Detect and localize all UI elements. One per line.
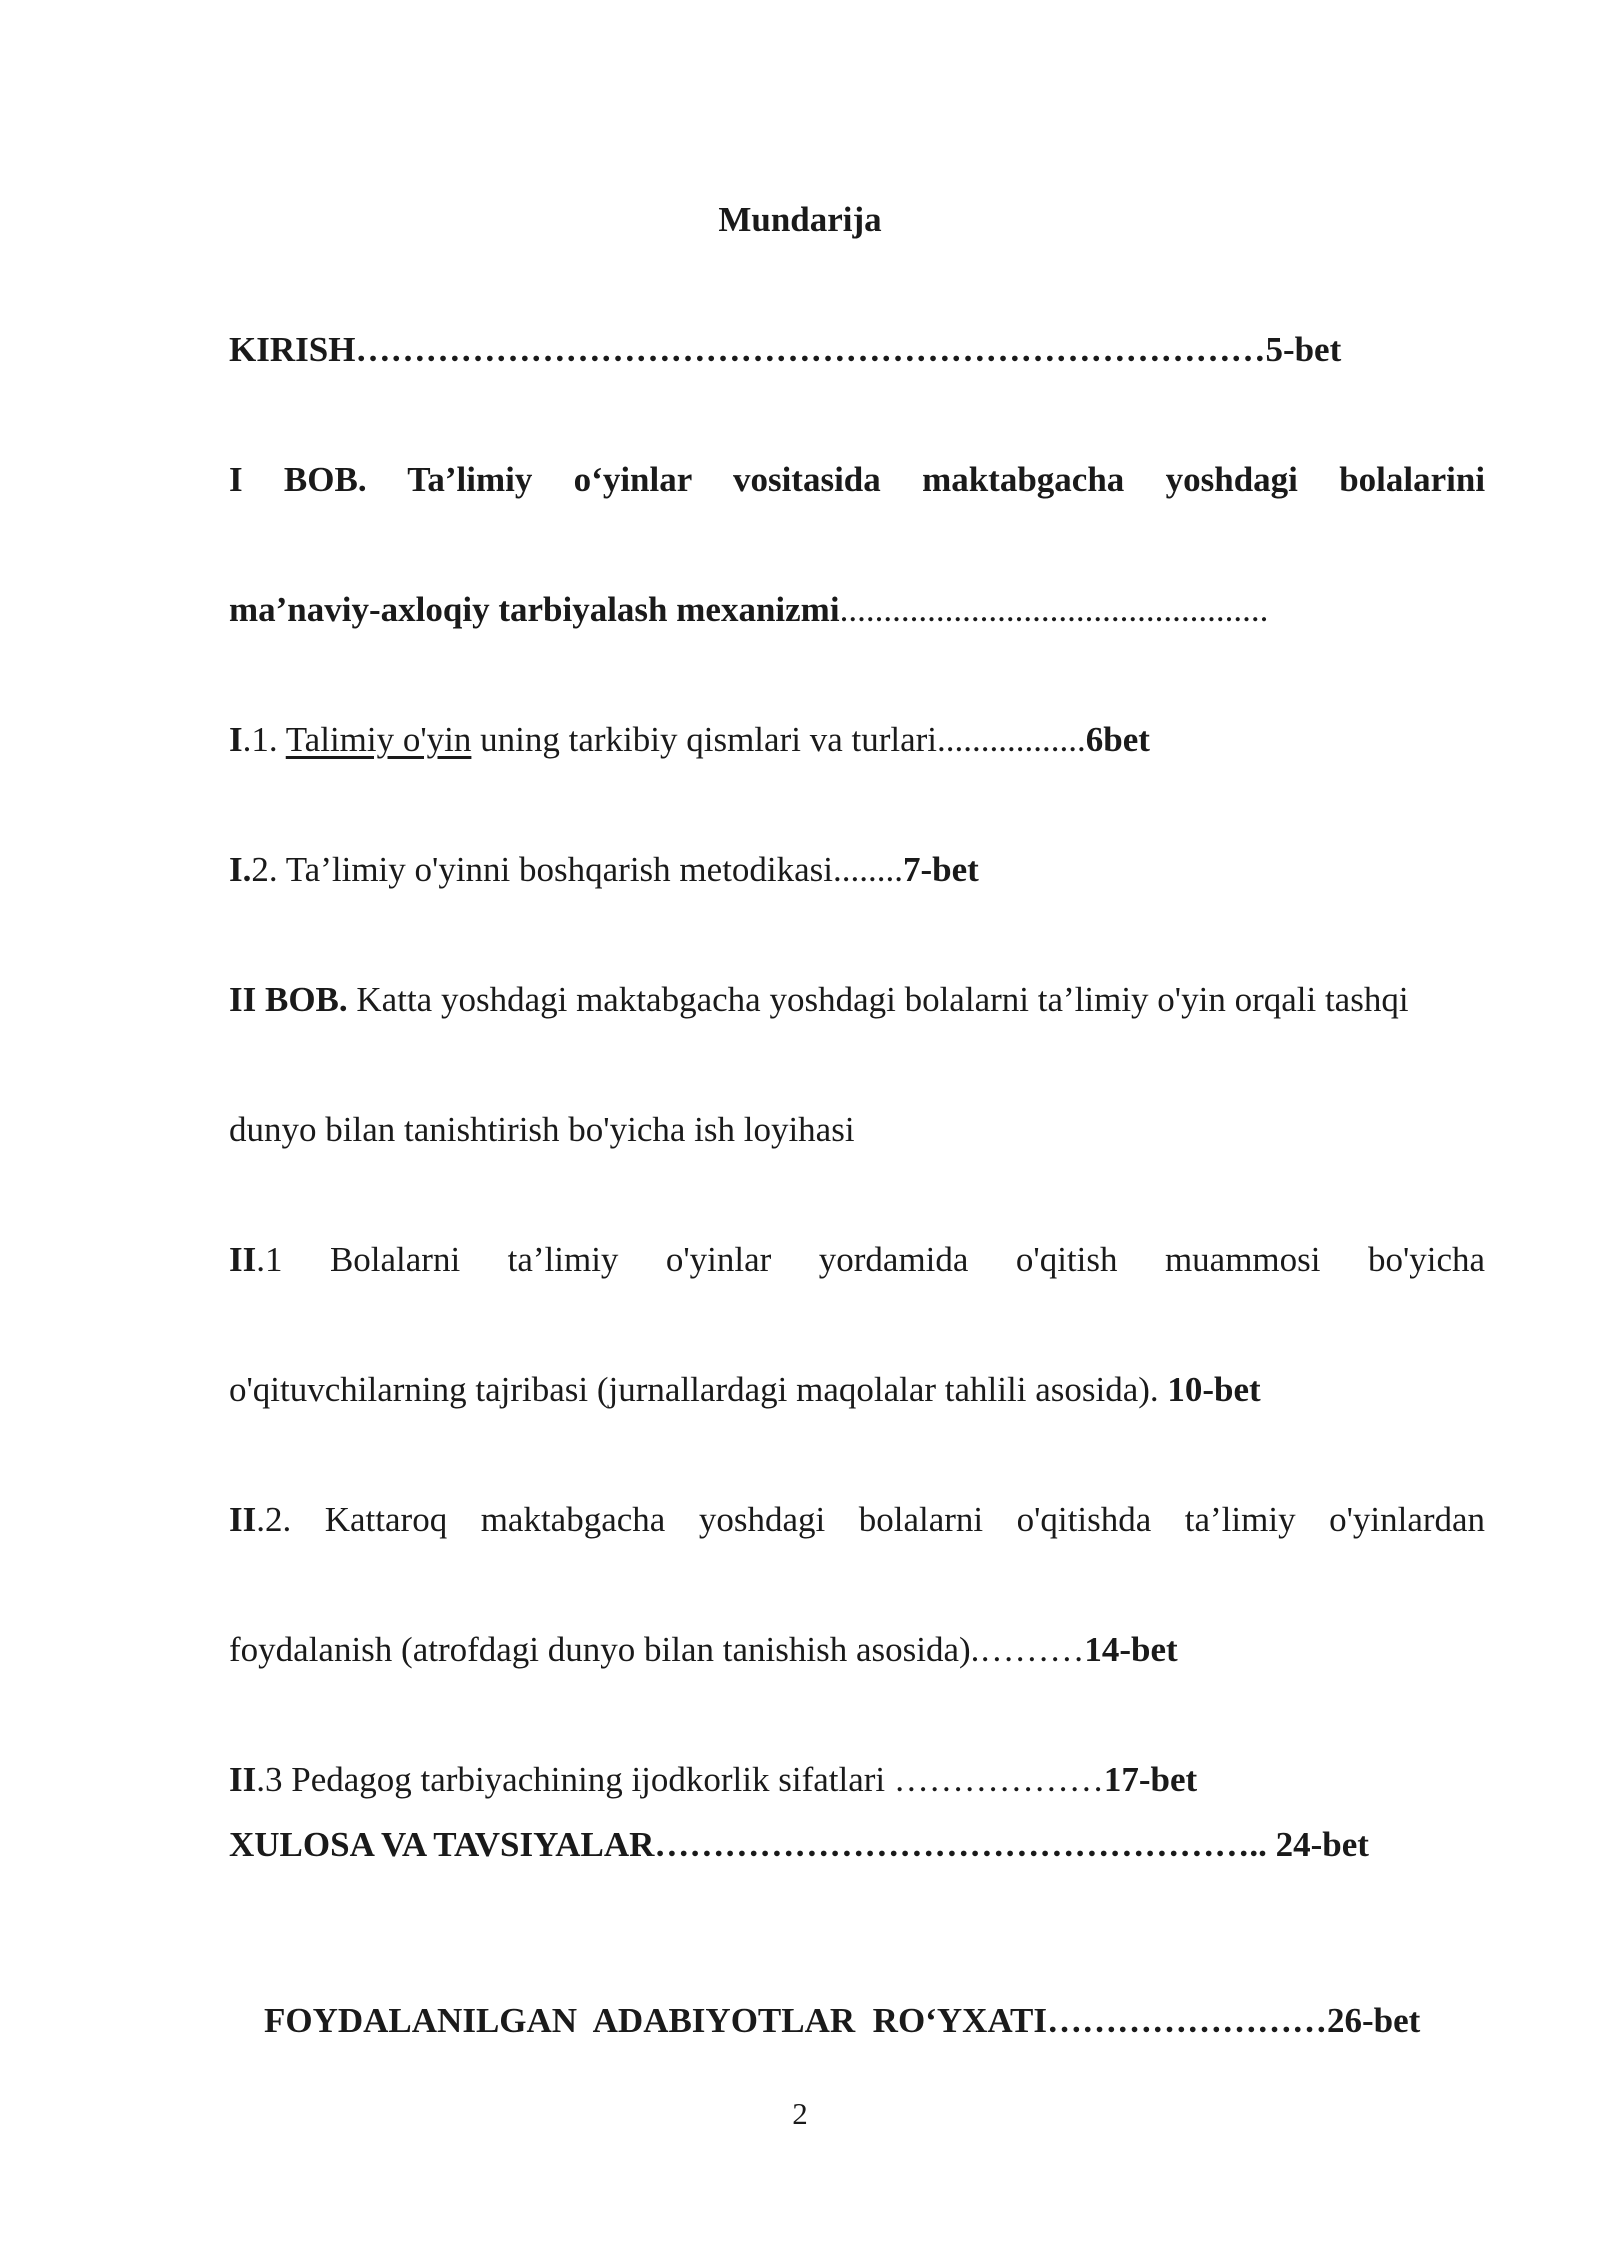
toc-dots: ……………………………………………………………………	[355, 330, 1266, 369]
section-word: bo'yicha	[1367, 1240, 1485, 1279]
toc-page: 24-bet	[1275, 1825, 1369, 1864]
chapter-word: yoshdagi	[1165, 460, 1298, 499]
section-word: o'qitishda	[1016, 1500, 1152, 1539]
toc-page: 14-bet	[1084, 1630, 1178, 1669]
toc-entry-text: FOYDALANILGAN ADABIYOTLAR RO‘YXATI	[264, 2001, 1048, 2040]
toc-entry-text: Katta yoshdagi maktabgacha yoshdagi bolalarni ta’limiy o'yin orqali tashqi	[347, 980, 1409, 1019]
toc-entry-references	[229, 1952, 1485, 2090]
toc-link[interactable]: Talimiy o'yin	[285, 720, 472, 759]
toc-entry-chapter-2-cont	[229, 1107, 1485, 1153]
section-word: Kattaroq	[324, 1500, 448, 1539]
section-word: ta’limiy	[507, 1240, 619, 1279]
toc-dots: ………	[979, 1630, 1085, 1669]
chapter-word: Ta’limiy	[407, 460, 533, 499]
section-word: yoshdagi	[698, 1500, 826, 1539]
toc-entry-text: Ta’limiy o'yinni boshqarish metodikasi	[285, 850, 834, 889]
section-number: .2.	[256, 1500, 292, 1539]
section-number: 2.	[251, 850, 286, 889]
section-word: o'yinlar	[665, 1240, 772, 1279]
chapter-word: vositasida	[732, 460, 881, 499]
section-word: maktabgacha	[480, 1500, 666, 1539]
toc-page: 26-bet	[1327, 2001, 1421, 2040]
chapter-word: bolalarini	[1339, 460, 1485, 499]
toc-page: 10-bet	[1167, 1370, 1261, 1409]
toc-dots: .................	[937, 720, 1086, 759]
toc-page: 6bet	[1085, 720, 1150, 759]
toc-dots: ……………………………………………..	[654, 1825, 1276, 1864]
toc-entry-text: ma’naviy-axloqiy tarbiyalash mexanizmi	[229, 590, 840, 629]
toc-entry-intro	[229, 327, 1485, 373]
section-word: ta’limiy	[1184, 1500, 1296, 1539]
chapter-bob: BOB.	[283, 460, 367, 499]
toc-page: 7-bet	[903, 850, 979, 889]
chapter-word: maktabgacha	[922, 460, 1125, 499]
toc-entry-text: KIRISH	[229, 330, 356, 369]
chapter-number: I	[229, 460, 243, 499]
toc-entry-chapter-2	[229, 977, 1485, 1023]
toc-entry-text: o'qituvchilarning tajribasi (jurnallardagi maqolalar tahlili asosida).	[229, 1370, 1168, 1409]
toc-entry-section-1-2	[229, 847, 1485, 893]
section-number: .1.	[242, 720, 286, 759]
toc-dots: ………………	[893, 1760, 1104, 1799]
section-word: o'qitish	[1015, 1240, 1118, 1279]
toc-page: 5-bet	[1265, 330, 1342, 369]
toc-entry-text: dunyo bilan tanishtirish bo'yicha ish loyihasi	[229, 1110, 855, 1149]
page-title: Mundarija	[718, 200, 882, 239]
section-number-bold: II	[229, 1760, 257, 1799]
chapter-word: o‘yinlar	[573, 460, 692, 499]
section-number-bold: I	[229, 720, 243, 759]
section-word: muammosi	[1164, 1240, 1321, 1279]
toc-entry-section-2-2-cont	[229, 1627, 1485, 1673]
section-word: bolalarni	[858, 1500, 984, 1539]
toc-entry-section-2-3	[229, 1757, 1485, 1803]
chapter-bob: II BOB.	[229, 980, 348, 1019]
toc-dots: ........	[833, 850, 904, 889]
toc-entry-section-2-2	[229, 1497, 1485, 1543]
toc-dots: .................................................	[839, 590, 1269, 629]
toc-entry-text: XULOSA VA TAVSIYALAR	[229, 1825, 655, 1864]
section-number: .3	[256, 1760, 292, 1799]
section-number-bold: I.	[229, 850, 252, 889]
toc-entry-section-1-1	[229, 717, 1485, 763]
toc-entry-text: uning tarkibiy qismlari va turlari	[471, 720, 938, 759]
page-number: 2	[792, 2096, 808, 2131]
toc-entry-text: foydalanish (atrofdagi dunyo bilan tanishish asosida).	[229, 1630, 980, 1669]
toc-dots: ……………………	[1047, 2001, 1328, 2040]
section-word: o'yinlardan	[1329, 1500, 1485, 1539]
toc-page: 17-bet	[1103, 1760, 1198, 1799]
section-number: .1	[256, 1240, 283, 1279]
toc-entry-section-2-1	[229, 1237, 1485, 1283]
toc-entry-chapter-1-cont	[229, 587, 1485, 633]
toc-entry-section-2-1-cont	[229, 1367, 1485, 1413]
section-word: yordamida	[818, 1240, 969, 1279]
section-word: Bolalarni	[329, 1240, 461, 1279]
toc-entry-conclusion	[229, 1822, 1485, 1868]
section-number-bold: II	[229, 1240, 257, 1279]
toc-entry-chapter-1	[229, 457, 1485, 503]
section-number-bold: II	[229, 1500, 257, 1539]
toc-entry-text: Pedagog tarbiyachining ijodkorlik sifatlari	[291, 1760, 894, 1799]
